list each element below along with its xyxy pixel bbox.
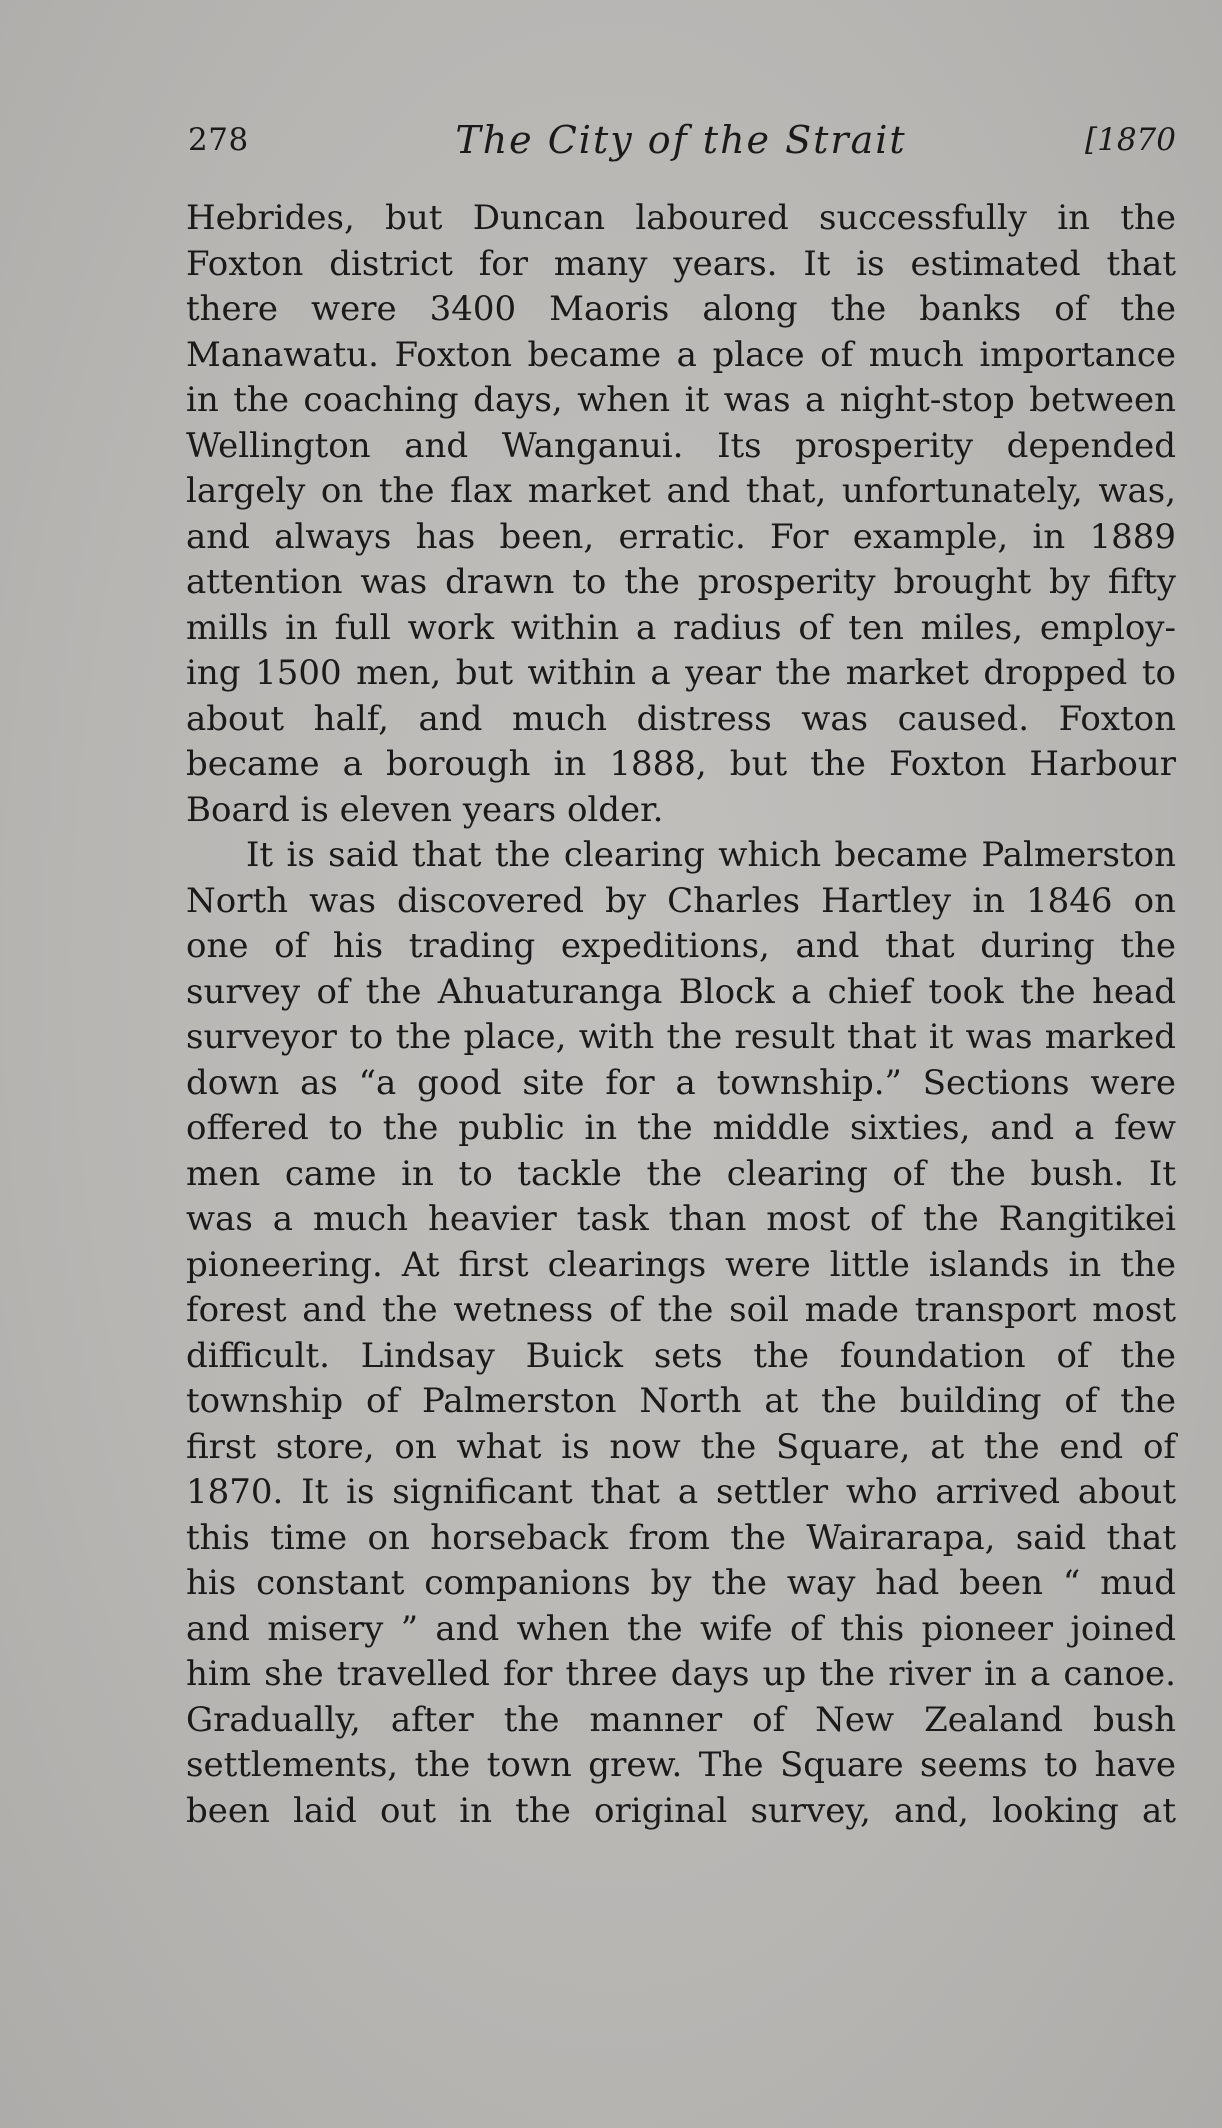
text-line: forest and the wetness of the soil made transport most: [186, 1290, 1176, 1330]
text-line: mills in full work within a radius of ten miles, employ-: [186, 607, 1176, 648]
text-line: ing 1500 men, but within a year the market dropped to: [186, 653, 1176, 693]
text-line: was a much heavier task than most of the Rangitikei: [186, 1199, 1176, 1239]
page-number: 278: [188, 122, 249, 158]
text-line-paragraph-end: Board is eleven years older.: [186, 789, 664, 830]
text-line: survey of the Ahuaturanga Block a chief took the head: [186, 971, 1176, 1012]
text-line: first store, on what is now the Square, at the end of: [186, 1426, 1176, 1467]
text-line: Wellington and Wanganui. Its prosperity depended: [186, 425, 1176, 466]
text-line: in the coaching days, when it was a night-stop between: [186, 380, 1176, 420]
text-line: pioneering. At first clearings were little islands in the: [186, 1244, 1176, 1285]
text-line: 1870. It is significant that a settler who arrived about: [186, 1472, 1176, 1512]
text-line: one of his trading expeditions, and that during the: [186, 926, 1176, 966]
running-head: [186, 118, 1176, 182]
text-line: his constant companions by the way had been “ mud: [186, 1563, 1176, 1603]
book-title: The City of the Strait: [455, 118, 907, 162]
text-line: this time on horseback from the Wairarapa, said that: [186, 1517, 1176, 1558]
text-line-paragraph-start: It is said that the clearing which became Palmerston: [246, 835, 1176, 875]
text-line: surveyor to the place, with the result that it was marked: [186, 1017, 1176, 1057]
text-line: difficult. Lindsay Buick sets the foundation of the: [186, 1335, 1176, 1376]
text-line: offered to the public in the middle sixties, and a few: [186, 1108, 1176, 1148]
text-line: and misery ” and when the wife of this pioneer joined: [186, 1608, 1176, 1649]
body-text: [186, 196, 1176, 1834]
text-line: attention was drawn to the prosperity brought by fifty: [186, 562, 1176, 602]
text-line: Hebrides, but Duncan laboured successfully in the: [186, 198, 1176, 238]
text-line: men came in to tackle the clearing of the bush. It: [186, 1153, 1176, 1194]
text-line: there were 3400 Maoris along the banks of the: [186, 289, 1176, 329]
text-line: North was discovered by Charles Hartley in 1846 on: [186, 880, 1176, 921]
text-line: Foxton district for many years. It is estimated that: [186, 243, 1176, 284]
book-page: [186, 118, 1176, 1998]
text-line: been laid out in the original survey, and, looking at: [186, 1790, 1176, 1831]
chapter-year: [1870: [1085, 122, 1176, 158]
text-line: township of Palmerston North at the building of the: [186, 1381, 1176, 1421]
text-line: him she travelled for three days up the river in a canoe.: [186, 1654, 1176, 1694]
text-line: down as “a good site for a township.” Sections were: [186, 1062, 1176, 1103]
text-line: Manawatu. Foxton became a place of much importance: [186, 334, 1176, 375]
text-line: largely on the flax market and that, unfortunately, was,: [186, 471, 1176, 511]
text-line: about half, and much distress was caused. Foxton: [186, 698, 1176, 739]
text-line: became a borough in 1888, but the Foxton Harbour: [186, 744, 1176, 784]
text-line: settlements, the town grew. The Square seems to have: [186, 1745, 1176, 1785]
text-line: Gradually, after the manner of New Zealand bush: [186, 1699, 1176, 1740]
text-line: and always has been, erratic. For example, in 1889: [186, 516, 1176, 557]
